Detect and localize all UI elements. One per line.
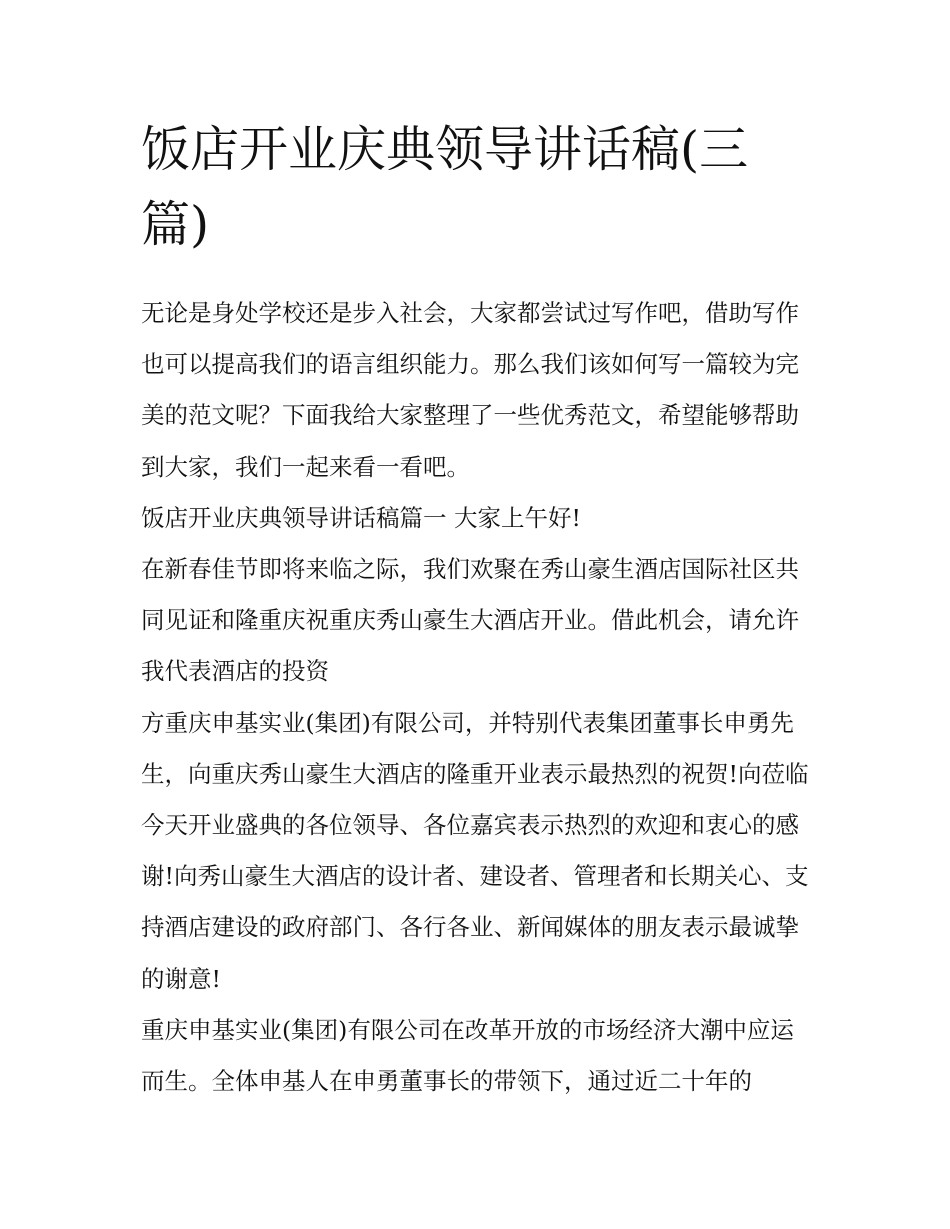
body-paragraph: 重庆申基实业(集团)有限公司在改革开放的市场经济大潮中应运而生。全体申基人在申勇董事长的带领下，通过近二十年的: [141, 1015, 794, 1096]
body-paragraph: 方重庆申基实业(集团)有限公司，并特别代表集团董事长申勇先生，向重庆秀山豪生大酒店的隆重开业表示最热烈的祝贺!向莅临今天开业盛典的各位领导、各位嘉宾表示热烈的欢迎和衷心的感谢!向秀山豪生大酒店的设计者、建设者、管理者和长期关心、支持酒店建设的政府部门、各行各业、新闻媒体的朋友表示最诚挚的谢意!: [141, 708, 809, 993]
section-heading-paragraph: 饭店开业庆典领导讲话稿篇一 大家上午好!: [141, 503, 581, 532]
body-paragraph: 在新春佳节即将来临之际，我们欢聚在秀山豪生酒店国际社区共同见证和隆重庆祝重庆秀山豪生大酒店开业。借此机会，请允许我代表酒店的投资: [141, 555, 799, 686]
document-content: [141, 112, 813, 1107]
document-body: [141, 288, 813, 1107]
intro-paragraph: 无论是身处学校还是步入社会，大家都尝试过写作吧，借助写作也可以提高我们的语言组织能力。那么我们该如何写一篇较为完美的范文呢？下面我给大家整理了一些优秀范文，希望能够帮助到大家，我们一起来看一看吧。: [141, 299, 799, 481]
document-title: 饭店开业庆典领导讲话稿(三篇): [141, 121, 749, 253]
